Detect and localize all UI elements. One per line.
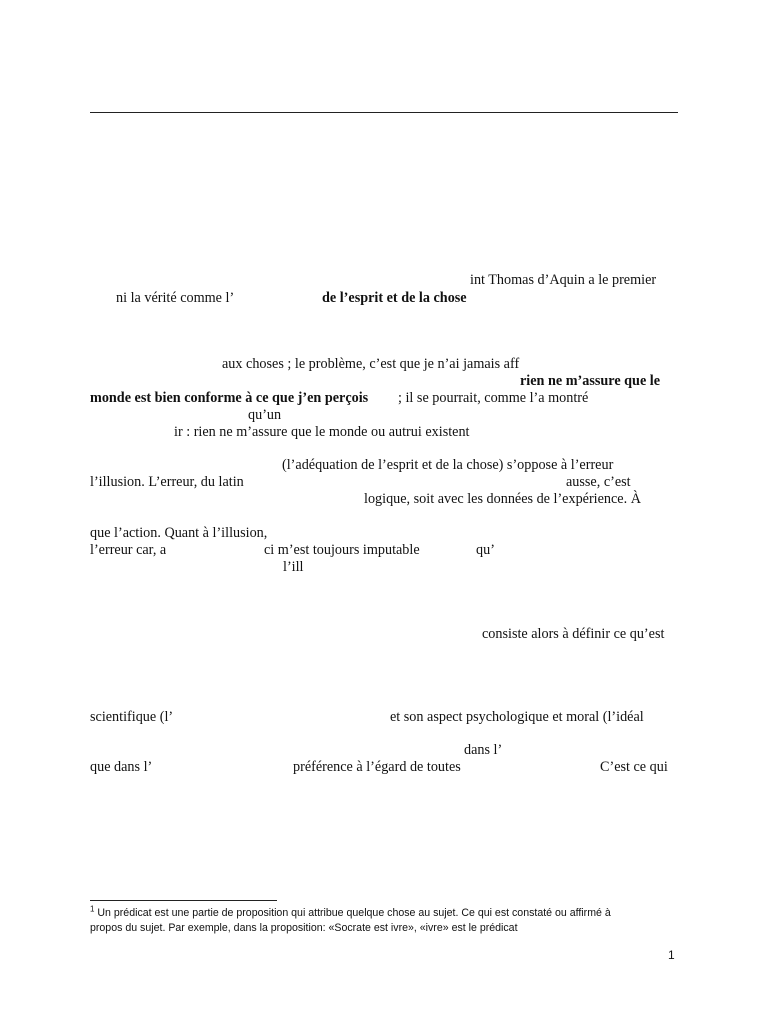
footnote-marker: 1 [90, 904, 95, 914]
body-text-line: l’erreur car, a [90, 542, 167, 558]
body-text-line: ni la vérité comme l’ [116, 290, 235, 306]
body-text-line: qu’ [476, 542, 495, 558]
body-text-line: l’ill [283, 559, 304, 575]
body-text-line: l’illusion. L’erreur, du latin [90, 474, 244, 490]
body-text-line: ci m’est toujours imputable [264, 542, 420, 558]
body-text-bold: rien ne m’assure que le [520, 373, 661, 389]
body-text-line: consiste alors à définir ce qu’est [482, 626, 665, 642]
body-text-line: préférence à l’égard de toutes [293, 759, 461, 775]
page-number: 1 [668, 948, 675, 962]
footnote-separator [90, 900, 277, 901]
body-text-line: que l’action. Quant à l’illusion, [90, 525, 268, 541]
body-text-line: int Thomas d’Aquin a le premier [470, 272, 657, 288]
body-text-line: aux choses ; le problème, c’est que je n’ai jamais aff [222, 356, 520, 372]
body-text-line: qu’un [248, 407, 282, 423]
body-text-line: dans l’ [464, 742, 503, 758]
body-text-bold: de l’esprit et de la chose [322, 290, 467, 306]
footnote-line [90, 906, 611, 921]
body-text-line: C’est ce qui [600, 759, 668, 775]
body-text-line: que dans l’ [90, 759, 153, 775]
header-rule [90, 112, 678, 113]
body-text-line: (l’adéquation de l’esprit et de la chose) s’oppose à l’erreur [282, 457, 614, 473]
body-text-line: ausse, c’est [566, 474, 631, 490]
footnote-text: Un prédicat est une partie de proposition qui attribue quelque chose au sujet. Ce qui est constaté ou affirmé à [97, 907, 611, 919]
body-text-line: ir : rien ne m’assure que le monde ou autrui existent [174, 424, 470, 440]
body-text-line: scientifique (l’ [90, 709, 174, 725]
body-text-line: et son aspect psychologique et moral (l’idéal [390, 709, 644, 725]
body-text-line: logique, soit avec les données de l’expérience. À [364, 491, 641, 507]
body-text-line: ; il se pourrait, comme l’a montré [398, 390, 589, 406]
body-text-bold: monde est bien conforme à ce que j’en perçois [90, 390, 369, 406]
footnote-line: propos du sujet. Par exemple, dans la proposition: «Socrate est ivre», «ivre» est le prédicat [90, 922, 518, 934]
